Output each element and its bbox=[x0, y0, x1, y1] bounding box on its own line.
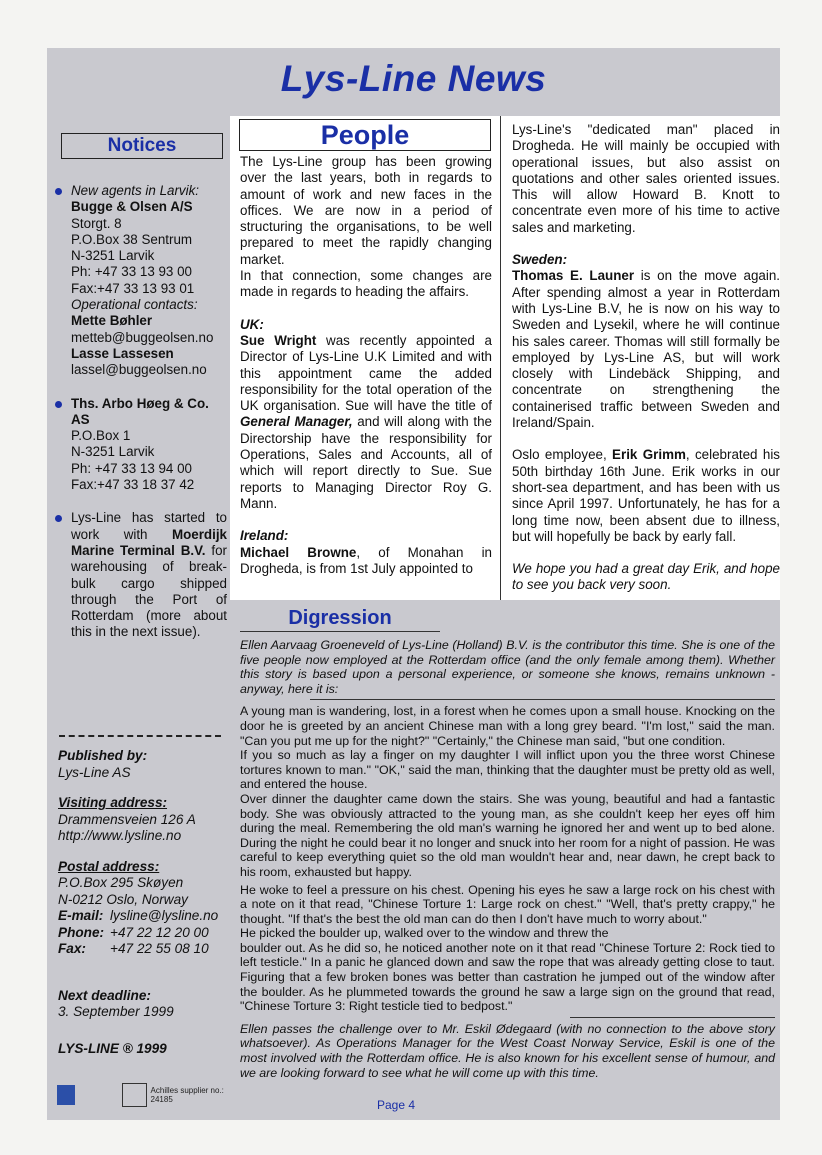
notice-text: Lys-Line has started to work with Moerdijk Marine Terminal B.V. for warehousing of break-bulk cargo shipped through the Port of Rotterdam (more about this in the next issue). bbox=[71, 510, 227, 640]
digression-intro: Ellen Aarvaag Groeneveld of Lys-Line (Holland) B.V. is the contributor this time. She is one of the five people now employed at the Rotterdam office (and the only female among them). Whether this story is based upon a personal experience, or someone she knows, remains unknown - anyway, here it is: bbox=[240, 638, 775, 696]
sweden-text: Thomas E. Launer is on the move again. After spending almost a year in Rotterdam with Lys-Line B.V, he is now on his way to Sweden and Lysekil, where he will continue his sales career. Thomas will still formally be employed by Lys-Line AS, but will work closely with Lindebäck Shipping, and concentrate on strengthening the containerised traffic between Sweden and Ireland/Spain. bbox=[512, 268, 781, 431]
notice-line: Ph: +47 33 13 93 00 bbox=[71, 264, 192, 280]
notice-larvik-agents bbox=[55, 183, 227, 379]
notice-line: P.O.Box 1 bbox=[71, 428, 131, 444]
uk-text: Sue Wright was recently appointed a Director of Lys-Line U.K Limited and with this appointment came the added responsibility for the total operation of the UK organisation. Sue will have the title of General Manager, and will along with the Directorship have the responsibility for Operations, Sales and Accounts, all of which will report directly to Sue. Sue reports to Managing Director Roy G. Mann. bbox=[240, 332, 492, 511]
publisher-name: Lys-Line AS bbox=[58, 764, 131, 780]
visiting-label: Visiting address: bbox=[58, 795, 168, 810]
divider bbox=[59, 735, 221, 737]
copyright: LYS-LINE ® 1999 bbox=[58, 1040, 167, 1056]
notice-line: Bugge & Olsen A/S bbox=[71, 199, 193, 215]
notice-arbo-hoeg bbox=[55, 396, 227, 494]
postal-city: N-0212 Oslo, Norway bbox=[58, 891, 188, 907]
email-label: E-mail: bbox=[58, 908, 104, 923]
fax-number: +47 22 55 08 10 bbox=[110, 941, 209, 956]
people-section bbox=[230, 116, 780, 600]
notice-line: metteb@buggeolsen.no bbox=[71, 329, 214, 345]
story-paragraph: He woke to feel a pressure on his chest. Opening his eyes he saw a large rock on his chest with a note on it that read, "Chinese Torture 1: Large rock on chest." "Well, that's pretty crappy," he thought. "If that's the best the old man can do then I don't have much to worry about." bbox=[240, 882, 775, 926]
page-number: Page 4 bbox=[377, 1098, 416, 1112]
story-paragraph: He picked the boulder up, walked over to the window and threw the bbox=[240, 926, 609, 941]
story-paragraph: A young man is wandering, lost, in a forest when he comes upon a small house. Knocking on the door he is greeted by an ancient Chinese man with a long grey beard. "I'm lost," said the man. "Can you put me up for the night?" "Certainly," the Chinese man said, "but one condition. bbox=[240, 704, 775, 748]
newsletter-title: Lys-Line News bbox=[280, 58, 547, 99]
masthead bbox=[47, 48, 780, 118]
oslo-text: Oslo employee, Erik Grimm, celebrated his 50th birthday 16th June. Erik works in our short-sea department, and has been with us since April 1997. Unfortunately, he has for a long time now, been absent due to illness, but will hopefully be back by early fall. bbox=[512, 447, 780, 544]
notice-line: N-3251 Larvik bbox=[71, 248, 155, 264]
bullet-icon bbox=[55, 515, 62, 522]
notice-line: New agents in Larvik: bbox=[71, 183, 200, 198]
notices-heading: Notices bbox=[61, 133, 223, 159]
divider bbox=[310, 699, 775, 700]
ireland-heading: Ireland: bbox=[240, 528, 289, 544]
people-intro: The Lys-Line group has been growing over the last years, both in regards to amount of work and new faces in the offices. We are now in a period of structuring the organisations, to be well prepared to meet the rapidly changing market. bbox=[240, 154, 492, 267]
bullet-icon bbox=[55, 401, 62, 408]
people-column-2 bbox=[512, 122, 780, 594]
birthday-wish: We hope you had a great day Erik, and hope to see you back very soon. bbox=[512, 561, 780, 593]
notice-moerdijk bbox=[55, 510, 227, 640]
postal-label: Postal address: bbox=[58, 858, 160, 874]
deadline-date: 3. September 1999 bbox=[58, 1004, 174, 1019]
published-by-label: Published by: bbox=[58, 748, 148, 763]
story-paragraph: If you so much as lay a finger on my daughter I will inflict upon you the three worst Chinese tortures known to man." "OK," said the man, thinking that the daughter must be pretty old as well, and entered the house. bbox=[240, 748, 775, 792]
notice-line: Lasse Lassesen bbox=[71, 345, 174, 361]
notice-line: Ths. Arbo Høeg & Co. AS bbox=[71, 395, 209, 427]
notice-block bbox=[71, 396, 227, 494]
people-heading: People bbox=[239, 119, 491, 151]
postal-box: P.O.Box 295 Skøyen bbox=[58, 875, 184, 890]
notice-line: N-3251 Larvik bbox=[71, 444, 155, 460]
ireland-continued: Lys-Line's "dedicated man" placed in Drogheda. He will mainly be occupied with operational issues, but also assist on quotations and other sales oriented issues. This will allow Howard B. Knott to concentrate even more of his time to active sales and marketing. bbox=[512, 122, 780, 235]
dnv-logo-icon bbox=[122, 1083, 147, 1107]
phone-label: Phone: bbox=[58, 924, 105, 940]
notice-line: Ph: +47 33 13 94 00 bbox=[71, 460, 192, 476]
story-paragraph: boulder out. As he did so, he noticed another note on it that read "Chinese Torture 2: Rock tied to left testicle." In a panic he glanced down and saw the rope that was already getting close to taut. Figuring that a few broken bones was better than castration he jumped out of the window after the boulder. As he plummeted towards the ground he saw a large sign on the ground that read, "Chinese Torture 3: Right testicle tied to bedpost." bbox=[240, 940, 775, 1014]
people-column-1 bbox=[240, 154, 492, 577]
newsletter-page bbox=[47, 48, 780, 1120]
sweden-heading: Sweden: bbox=[512, 252, 568, 268]
email-link[interactable]: lysline@lysline.no bbox=[110, 908, 219, 923]
certification-logos bbox=[57, 1081, 237, 1109]
bullet-icon bbox=[55, 188, 62, 195]
digression-section bbox=[240, 638, 775, 1080]
digression-heading: Digression bbox=[240, 605, 440, 632]
deadline-label: Next deadline: bbox=[58, 987, 151, 1003]
notice-line: Mette Bøhler bbox=[71, 313, 153, 329]
notice-line: lassel@buggeolsen.no bbox=[71, 362, 207, 378]
notice-line: Storgt. 8 bbox=[71, 215, 122, 231]
visiting-address: Drammensveien 126 A bbox=[58, 811, 196, 827]
publisher-info bbox=[58, 748, 228, 1057]
notice-line: Fax:+47 33 13 93 01 bbox=[71, 280, 195, 296]
certification-logo-icon bbox=[57, 1085, 75, 1105]
notice-block bbox=[71, 183, 227, 379]
notice-line: P.O.Box 38 Sentrum bbox=[71, 231, 193, 247]
column-rule bbox=[500, 116, 501, 600]
ireland-text: Michael Browne, of Monahan in Drogheda, is from 1st July appointed to bbox=[240, 544, 492, 576]
notices-column bbox=[55, 183, 227, 658]
fax-label: Fax: bbox=[58, 941, 86, 956]
phone-number: +47 22 12 20 00 bbox=[110, 924, 209, 940]
website-link[interactable]: http://www.lysline.no bbox=[58, 828, 182, 843]
notice-line: Operational contacts: bbox=[71, 297, 198, 313]
story-paragraph: Over dinner the daughter came down the stairs. She was young, beautiful and had a fantastic body. She was obviously attracted to the young man, as she couldn't keep her eyes off him during the meal. Remembering the old man's warning he ignored her and went up to bed alone. During the night he could bear it no longer and snuck into her room for a night of passion. He was careful to keep everything quiet so the old man wouldn't hear and, near dawn, he crept back to his room, exhausted but happy. bbox=[240, 791, 775, 879]
notice-line: Fax:+47 33 18 37 42 bbox=[71, 477, 195, 493]
achilles-supplier-text: Achilles supplier no.: 24185 bbox=[150, 1086, 224, 1104]
people-intro-2: In that connection, some changes are made in regards to heading the affairs. bbox=[240, 268, 492, 300]
digression-outro: Ellen passes the challenge over to Mr. Eskil Ødegaard (with no connection to the above story whatsoever). As Operations Manager for the West Coast Norway Service, Eskil is one of the most involved with the Rotterdam office. He is also known for his excellent sense of humour, and we are looking forward to see what he will come up with this time. bbox=[240, 1021, 775, 1080]
divider bbox=[570, 1017, 775, 1018]
uk-heading: UK: bbox=[240, 316, 264, 332]
